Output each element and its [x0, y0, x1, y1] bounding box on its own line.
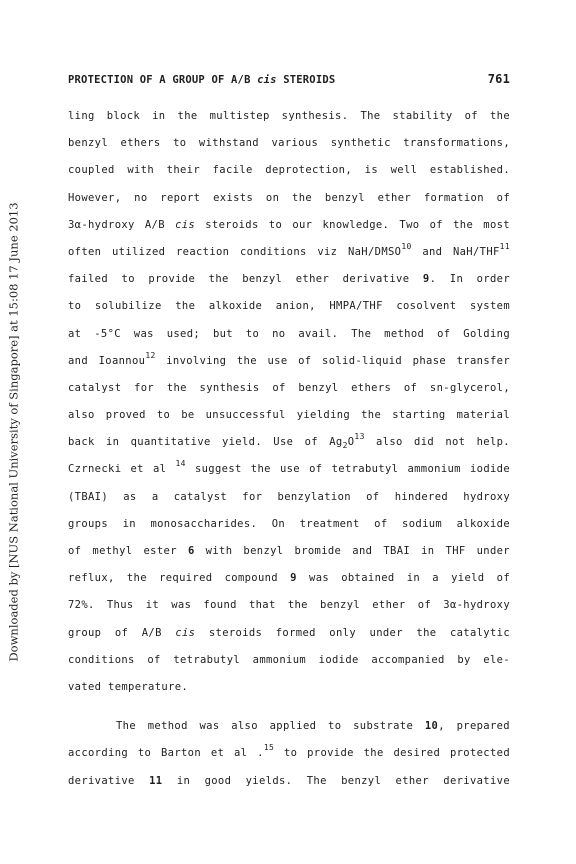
text-line: benzyl ethers to withstand various synthetic transformations, — [68, 137, 510, 150]
text-line: conditions of tetrabutyl ammonium iodide accompanied by ele- — [68, 653, 510, 666]
compound-number: 10 — [424, 720, 439, 733]
reference-superscript: 14 — [175, 459, 186, 469]
text-line: 3α-hydroxy A/B cis steroids to our knowledge. Two of the most — [68, 218, 510, 231]
text-line: at -5°C was used; but to no avail. The method of Golding — [68, 327, 510, 340]
text-line: of methyl ester 6 with benzyl bromide and TBAI in THF under — [68, 545, 510, 557]
compound-number: 11 — [149, 774, 163, 787]
reference-superscript: 13 — [354, 432, 365, 442]
download-watermark-text: Downloaded by [NUS National University of Singapore] at 15:08 17 June 2013 — [7, 202, 22, 662]
text-line: derivative 11 in good yields. The benzyl ether derivative — [68, 774, 510, 787]
text-line: catalyst for the synthesis of benzyl ethers of sn-glycerol, — [68, 381, 510, 394]
text-line: according to Barton et al .$^{15}$ to provide the desired protected — [68, 743, 510, 760]
text-line: groups in monosaccharides. On treatment of sodium alkoxide — [68, 517, 510, 530]
text-line: However, no report exists on the benzyl ether formation of — [68, 191, 510, 204]
page-number: 761 — [487, 72, 510, 86]
text-line: often utilized reaction conditions viz NaH/DMSO$^{10}$ and NaH/THF$^{11}$ — [68, 241, 511, 258]
text-line: group of A/B cis steroids formed only under the catalytic — [68, 626, 510, 639]
running-title: PROTECTION OF A GROUP OF A/B cis STEROIDS — [68, 74, 336, 86]
text-line: vated temperature. — [68, 680, 189, 693]
download-watermark — [0, 0, 28, 864]
reference-superscript: 11 — [499, 241, 511, 251]
text-line: Czrnecki et al $^{14}$ suggest the use of tetrabutyl ammonium iodide — [68, 459, 510, 476]
running-header — [68, 72, 510, 86]
body-text — [68, 103, 510, 795]
reference-superscript: 15 — [263, 743, 275, 753]
text-line: back in quantitative yield. Use of $Ag_2O^{13}$ also did not help. — [68, 432, 510, 451]
compound-number: 9 — [290, 572, 297, 585]
compound-number: 9 — [422, 273, 430, 286]
text-line: The method was also applied to substrate 10, prepared — [116, 720, 510, 733]
text-line: 72%. Thus it was found that the benzyl ether of 3α-hydroxy — [68, 599, 510, 612]
text-line: and Ioannou$^{12}$ involving the use of solid-liquid phase transfer — [68, 350, 511, 367]
reference-superscript: 12 — [145, 350, 156, 360]
text-line: reflux, the required compound 9 was obtained in a yield of — [68, 572, 510, 585]
text-line: failed to provide the benzyl ether derivative 9. In order — [68, 273, 511, 286]
text-line: (TBAI) as a catalyst for benzylation of hindered hydroxy — [68, 490, 510, 503]
text-line: ling block in the multistep synthesis. The stability of the — [68, 110, 510, 122]
text-line: also proved to be unsuccessful yielding the starting material — [68, 409, 510, 422]
compound-number: 6 — [187, 545, 195, 557]
reference-superscript: 10 — [401, 241, 412, 251]
text-line: to solubilize the alkoxide anion, HMPA/THF cosolvent system — [68, 300, 510, 313]
text-line: coupled with their facile deprotection, is well established. — [68, 164, 510, 177]
